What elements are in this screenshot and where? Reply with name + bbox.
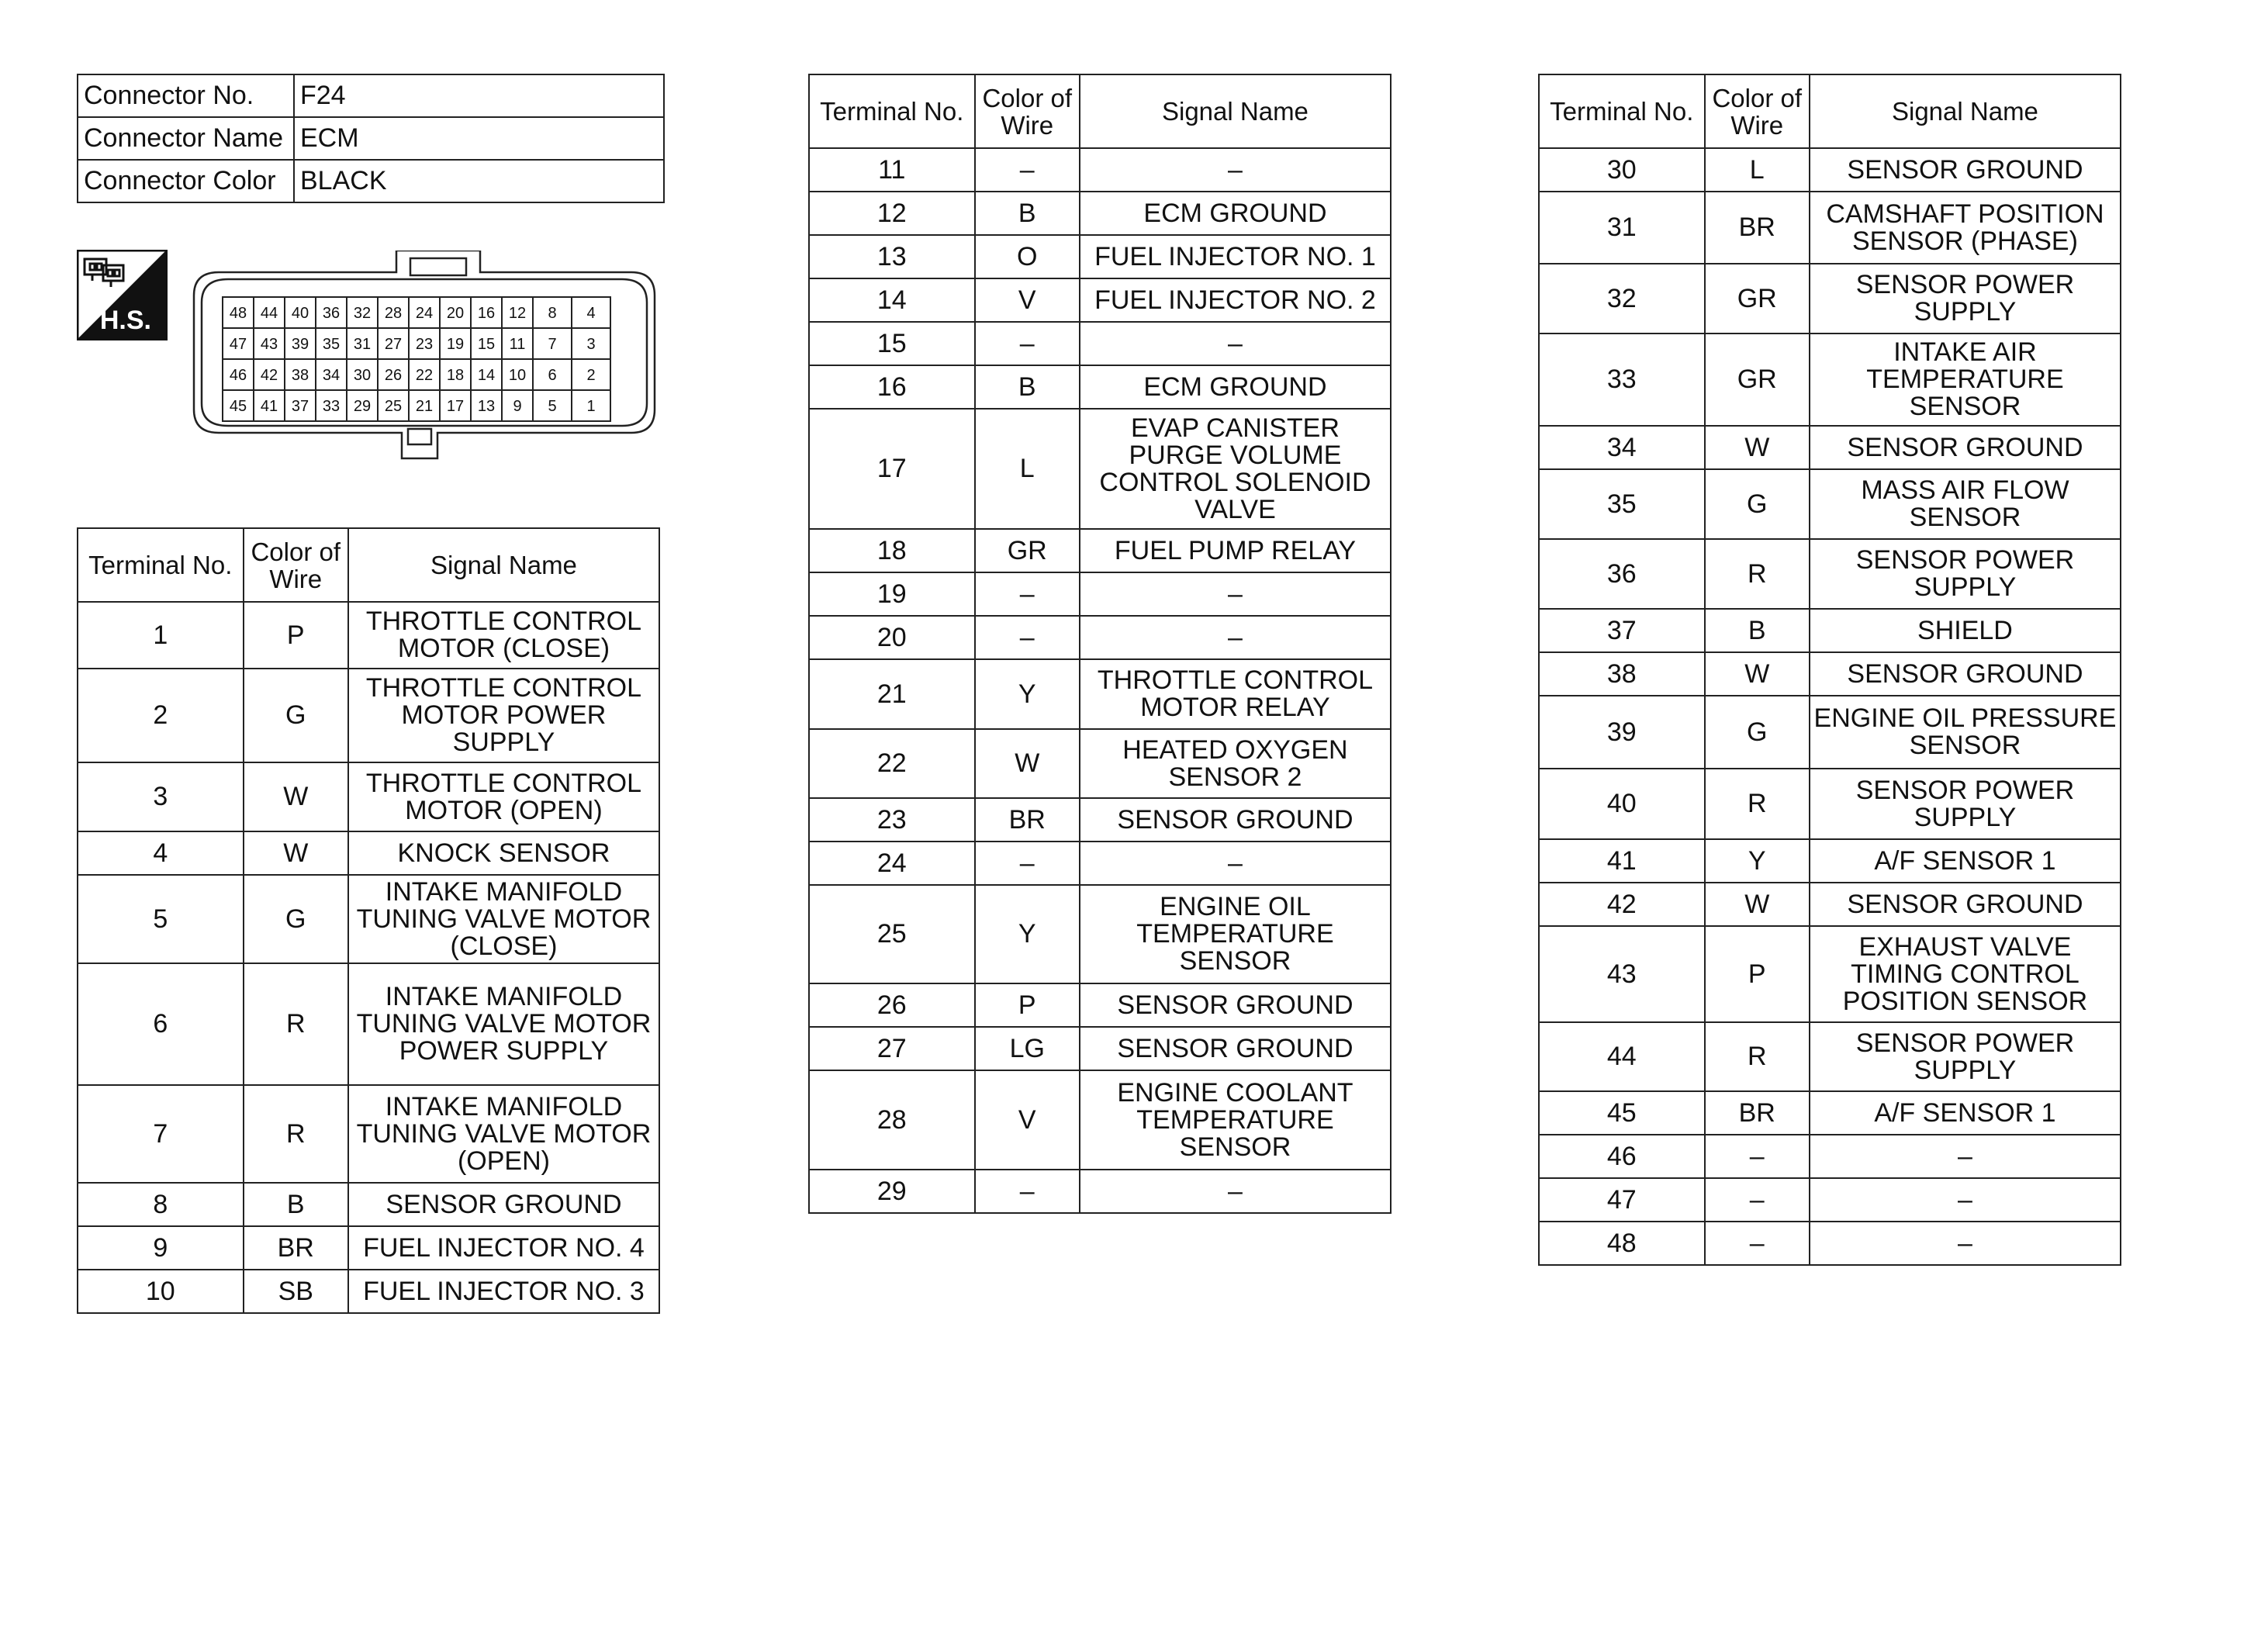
terminal-no-cell: 18 [809,529,975,572]
signal-name-cell: SENSOR GROUND [1810,652,2121,696]
table-row [809,885,1391,983]
terminal-no-cell: 35 [1539,469,1705,539]
wire-color-cell: LG [975,1027,1080,1070]
wire-color-cell: – [975,842,1080,885]
pin-number: 31 [353,336,372,353]
signal-name-cell: EVAP CANISTER PURGE VOLUME CONTROL SOLENOID VALVE [1080,409,1391,529]
pin-grid [223,297,610,421]
table-row [809,729,1391,798]
table-row [809,409,1391,529]
wire-color-cell: – [1705,1178,1810,1222]
pin-number: 6 [548,367,557,384]
signal-name-cell: THROTTLE CONTROL MOTOR (OPEN) [348,762,659,831]
pin-number: 7 [548,336,557,353]
table-row [1539,1222,2121,1265]
terminal-no-cell: 20 [809,616,975,659]
pin-number: 18 [446,367,465,384]
signal-name-cell: – [1080,322,1391,365]
signal-name-cell: SENSOR POWER SUPPLY [1810,539,2121,609]
terminal-no-cell: 43 [1539,926,1705,1022]
pin-number: 37 [291,398,309,415]
wire-color-cell: Y [975,885,1080,983]
table-row [1539,696,2121,769]
pin-number: 23 [415,336,434,353]
terminal-no-cell: 3 [78,762,244,831]
terminal-table-2 [808,74,1392,1214]
wire-color-cell: – [975,1170,1080,1213]
pin-number: 34 [322,367,341,384]
wire-color-cell: W [975,729,1080,798]
terminal-no-cell: 32 [1539,264,1705,334]
pin-number: 21 [415,398,434,415]
harness-side-badge [77,250,168,340]
pin-number: 40 [291,305,309,322]
table-row [809,798,1391,842]
table-row [809,1170,1391,1213]
wire-color-cell: – [975,616,1080,659]
terminal-no-cell: 27 [809,1027,975,1070]
table-row [809,842,1391,885]
terminal-no-cell: 44 [1539,1022,1705,1091]
signal-name-cell: – [1810,1222,2121,1265]
signal-name-cell: – [1810,1135,2121,1178]
table-row [1539,469,2121,539]
wire-color-cell: Y [1705,839,1810,883]
terminal-no-cell: 23 [809,798,975,842]
terminal-no-cell: 48 [1539,1222,1705,1265]
table-row [1539,652,2121,696]
wire-color-cell: B [244,1183,348,1226]
terminal-no-cell: 30 [1539,148,1705,192]
table-row [1539,426,2121,469]
table-row [1539,769,2121,839]
wire-color-cell: GR [975,529,1080,572]
terminal-no-header: Terminal No. [809,74,975,148]
pin-number: 29 [353,398,372,415]
wire-color-cell: SB [244,1270,348,1313]
wire-color-cell: W [1705,883,1810,926]
table-row [809,235,1391,278]
signal-name-cell: SENSOR POWER SUPPLY [1810,1022,2121,1091]
table-row [1539,539,2121,609]
color-of-wire-header: Color of Wire [1705,74,1810,148]
pin-number: 3 [586,336,596,353]
table-row [1539,1091,2121,1135]
terminal-no-cell: 11 [809,148,975,192]
terminal-no-cell: 42 [1539,883,1705,926]
wire-color-cell: – [975,148,1080,192]
wire-color-cell: B [975,365,1080,409]
wire-color-cell: – [975,322,1080,365]
wire-color-cell: G [1705,469,1810,539]
wire-color-cell: BR [1705,1091,1810,1135]
terminal-no-cell: 1 [78,602,244,669]
terminal-no-cell: 31 [1539,192,1705,264]
pin-number: 10 [508,367,527,384]
signal-name-cell: ECM GROUND [1080,192,1391,235]
connector-name-label: Connector Name [78,117,294,160]
pin-number: 8 [548,305,557,322]
pin-number: 2 [586,367,596,384]
table-row [78,1085,659,1183]
table-row [78,669,659,762]
terminal-no-cell: 2 [78,669,244,762]
table-row [809,148,1391,192]
wire-color-cell: R [244,1085,348,1183]
wire-color-cell: G [244,875,348,963]
signal-name-cell: EXHAUST VALVE TIMING CONTROL POSITION SENSOR [1810,926,2121,1022]
signal-name-cell: SENSOR GROUND [1080,1027,1391,1070]
terminal-no-cell: 22 [809,729,975,798]
terminal-no-cell: 10 [78,1270,244,1313]
table-row [78,1226,659,1270]
wire-color-cell: – [975,572,1080,616]
terminal-no-cell: 39 [1539,696,1705,769]
signal-name-cell: INTAKE MANIFOLD TUNING VALVE MOTOR (OPEN) [348,1085,659,1183]
terminal-no-cell: 28 [809,1070,975,1170]
wire-color-cell: – [1705,1222,1810,1265]
signal-name-cell: HEATED OXYGEN SENSOR 2 [1080,729,1391,798]
connector-no-row [78,74,664,117]
signal-name-cell: SENSOR GROUND [1810,883,2121,926]
table-header [78,528,659,602]
terminal-table-3 [1538,74,2121,1266]
pin-number: 17 [446,398,465,415]
table-row [1539,609,2121,652]
connector-color-label: Connector Color [78,160,294,202]
wire-color-cell: BR [1705,192,1810,264]
terminal-no-cell: 41 [1539,839,1705,883]
pin-number: 36 [322,305,341,322]
terminal-table-1 [77,527,660,1314]
pin-number: 32 [353,305,372,322]
pin-number: 26 [384,367,403,384]
table-row [78,762,659,831]
pin-number: 47 [229,336,247,353]
connector-color-value: BLACK [294,160,664,202]
signal-name-cell: SENSOR GROUND [1810,148,2121,192]
pin-number: 12 [508,305,527,322]
terminal-no-cell: 33 [1539,334,1705,426]
wire-color-cell: – [1705,1135,1810,1178]
pin-number: 45 [229,398,247,415]
connector-no-label: Connector No. [78,74,294,117]
table-row [809,322,1391,365]
pin-number: 11 [509,336,526,353]
wire-color-cell: BR [244,1226,348,1270]
signal-name-cell: FUEL INJECTOR NO. 1 [1080,235,1391,278]
terminal-no-cell: 36 [1539,539,1705,609]
terminal-no-cell: 26 [809,983,975,1027]
pin-number: 35 [322,336,341,353]
pin-number: 19 [446,336,465,353]
terminal-no-cell: 21 [809,659,975,729]
terminal-no-cell: 17 [809,409,975,529]
terminal-no-header: Terminal No. [1539,74,1705,148]
pin-number: 22 [415,367,434,384]
table-row [1539,334,2121,426]
signal-name-cell: FUEL INJECTOR NO. 4 [348,1226,659,1270]
wire-color-cell: R [1705,769,1810,839]
signal-name-cell: INTAKE MANIFOLD TUNING VALVE MOTOR (CLOSE) [348,875,659,963]
color-of-wire-header: Color of Wire [975,74,1080,148]
terminal-no-cell: 12 [809,192,975,235]
wire-color-cell: V [975,1070,1080,1170]
pin-number: 9 [513,398,522,415]
signal-name-cell: SENSOR GROUND [1810,426,2121,469]
signal-name-cell: MASS AIR FLOW SENSOR [1810,469,2121,539]
signal-name-header: Signal Name [1810,74,2121,148]
color-of-wire-header: Color of Wire [244,528,348,602]
table-row [78,831,659,875]
wire-color-cell: O [975,235,1080,278]
signal-name-header: Signal Name [1080,74,1391,148]
signal-name-cell: CAMSHAFT POSITION SENSOR (PHASE) [1810,192,2121,264]
signal-name-cell: ENGINE OIL TEMPERATURE SENSOR [1080,885,1391,983]
terminal-no-cell: 24 [809,842,975,885]
terminal-no-cell: 16 [809,365,975,409]
pin-number: 27 [384,336,403,353]
signal-name-cell: FUEL PUMP RELAY [1080,529,1391,572]
connector-name-row [78,117,664,160]
connector-no-value: F24 [294,74,664,117]
pin-number: 13 [477,398,496,415]
signal-name-cell: – [1080,1170,1391,1213]
signal-name-cell: ECM GROUND [1080,365,1391,409]
table-header [1539,74,2121,148]
table-row [809,1070,1391,1170]
connector-name-value: ECM [294,117,664,160]
terminal-no-cell: 5 [78,875,244,963]
wire-color-cell: R [244,963,348,1085]
table-row [78,1270,659,1313]
pin-number: 1 [586,398,596,415]
pin-number: 28 [384,305,403,322]
terminal-no-cell: 34 [1539,426,1705,469]
table-row [78,1183,659,1226]
signal-name-cell: INTAKE MANIFOLD TUNING VALVE MOTOR POWER SUPPLY [348,963,659,1085]
signal-name-cell: SHIELD [1810,609,2121,652]
signal-name-cell: THROTTLE CONTROL MOTOR RELAY [1080,659,1391,729]
pin-number: 14 [477,367,496,384]
signal-name-cell: THROTTLE CONTROL MOTOR (CLOSE) [348,602,659,669]
terminal-no-cell: 9 [78,1226,244,1270]
signal-name-cell: – [1080,148,1391,192]
signal-name-cell: – [1080,572,1391,616]
signal-name-cell: SENSOR POWER SUPPLY [1810,264,2121,334]
terminal-no-cell: 7 [78,1085,244,1183]
wire-color-cell: R [1705,1022,1810,1091]
table-row [78,602,659,669]
signal-name-cell: THROTTLE CONTROL MOTOR POWER SUPPLY [348,669,659,762]
signal-name-cell: FUEL INJECTOR NO. 2 [1080,278,1391,322]
terminal-no-cell: 13 [809,235,975,278]
table-header [809,74,1391,148]
table-row [1539,1135,2121,1178]
pin-number: 16 [477,305,496,322]
table-row [809,278,1391,322]
wire-color-cell: G [244,669,348,762]
pin-number: 25 [384,398,403,415]
table-row [1539,1178,2121,1222]
pin-number: 42 [260,367,278,384]
wire-color-cell: W [244,762,348,831]
pin-number: 48 [229,305,247,322]
wire-color-cell: G [1705,696,1810,769]
terminal-no-cell: 8 [78,1183,244,1226]
table-row [809,1027,1391,1070]
table-row [1539,926,2121,1022]
wire-color-cell: Y [975,659,1080,729]
wire-color-cell: B [975,192,1080,235]
terminal-no-cell: 47 [1539,1178,1705,1222]
signal-name-cell: INTAKE AIR TEMPERATURE SENSOR [1810,334,2121,426]
signal-name-cell: SENSOR POWER SUPPLY [1810,769,2121,839]
wire-color-cell: L [1705,148,1810,192]
pin-number: 38 [291,367,309,384]
wire-color-cell: R [1705,539,1810,609]
table-row [809,192,1391,235]
pin-number: 33 [322,398,341,415]
connector-face-diagram [191,251,659,461]
table-row [809,983,1391,1027]
table-row [809,365,1391,409]
table-row [1539,883,2121,926]
wire-color-cell: P [1705,926,1810,1022]
pin-number: 20 [446,305,465,322]
table-row [78,963,659,1085]
signal-name-cell: A/F SENSOR 1 [1810,1091,2121,1135]
pin-number: 15 [477,336,496,353]
pin-number: 39 [291,336,309,353]
pin-number: 46 [229,367,247,384]
table-row [1539,148,2121,192]
signal-name-cell: FUEL INJECTOR NO. 3 [348,1270,659,1313]
terminal-no-cell: 15 [809,322,975,365]
pin-number: 41 [260,398,278,415]
signal-name-header: Signal Name [348,528,659,602]
pin-number: 43 [260,336,278,353]
terminal-no-cell: 46 [1539,1135,1705,1178]
signal-name-cell: SENSOR GROUND [348,1183,659,1226]
connector-info-table [77,74,665,203]
terminal-no-cell: 14 [809,278,975,322]
wire-color-cell: W [244,831,348,875]
wire-color-cell: GR [1705,264,1810,334]
signal-name-cell: SENSOR GROUND [1080,798,1391,842]
connector-color-row [78,160,664,202]
terminal-no-cell: 25 [809,885,975,983]
table-row [809,529,1391,572]
pin-number: 44 [260,305,278,322]
wire-color-cell: V [975,278,1080,322]
wire-color-cell: B [1705,609,1810,652]
terminal-no-cell: 40 [1539,769,1705,839]
pin-number: 30 [353,367,372,384]
terminal-no-cell: 29 [809,1170,975,1213]
pin-number: 4 [586,305,596,322]
signal-name-cell: KNOCK SENSOR [348,831,659,875]
table-row [78,875,659,963]
wire-color-cell: P [975,983,1080,1027]
signal-name-cell: SENSOR GROUND [1080,983,1391,1027]
table-row [1539,1022,2121,1091]
signal-name-cell: – [1080,842,1391,885]
terminal-no-cell: 19 [809,572,975,616]
wire-color-cell: GR [1705,334,1810,426]
terminal-no-cell: 6 [78,963,244,1085]
wire-color-cell: P [244,602,348,669]
terminal-no-cell: 37 [1539,609,1705,652]
terminal-no-cell: 45 [1539,1091,1705,1135]
signal-name-cell: ENGINE COOLANT TEMPERATURE SENSOR [1080,1070,1391,1170]
table-row [809,659,1391,729]
signal-name-cell: – [1810,1178,2121,1222]
signal-name-cell: ENGINE OIL PRESSURE SENSOR [1810,696,2121,769]
hs-label: H.S. [99,306,151,335]
table-row [1539,192,2121,264]
table-row [1539,264,2121,334]
wire-color-cell: W [1705,652,1810,696]
signal-name-cell: – [1080,616,1391,659]
table-row [1539,839,2121,883]
terminal-no-cell: 38 [1539,652,1705,696]
wire-color-cell: W [1705,426,1810,469]
signal-name-cell: A/F SENSOR 1 [1810,839,2121,883]
wire-color-cell: L [975,409,1080,529]
pin-number: 5 [548,398,557,415]
terminal-no-cell: 4 [78,831,244,875]
terminal-no-header: Terminal No. [78,528,244,602]
wire-color-cell: BR [975,798,1080,842]
pin-number: 24 [415,305,434,322]
table-row [809,616,1391,659]
table-row [809,572,1391,616]
